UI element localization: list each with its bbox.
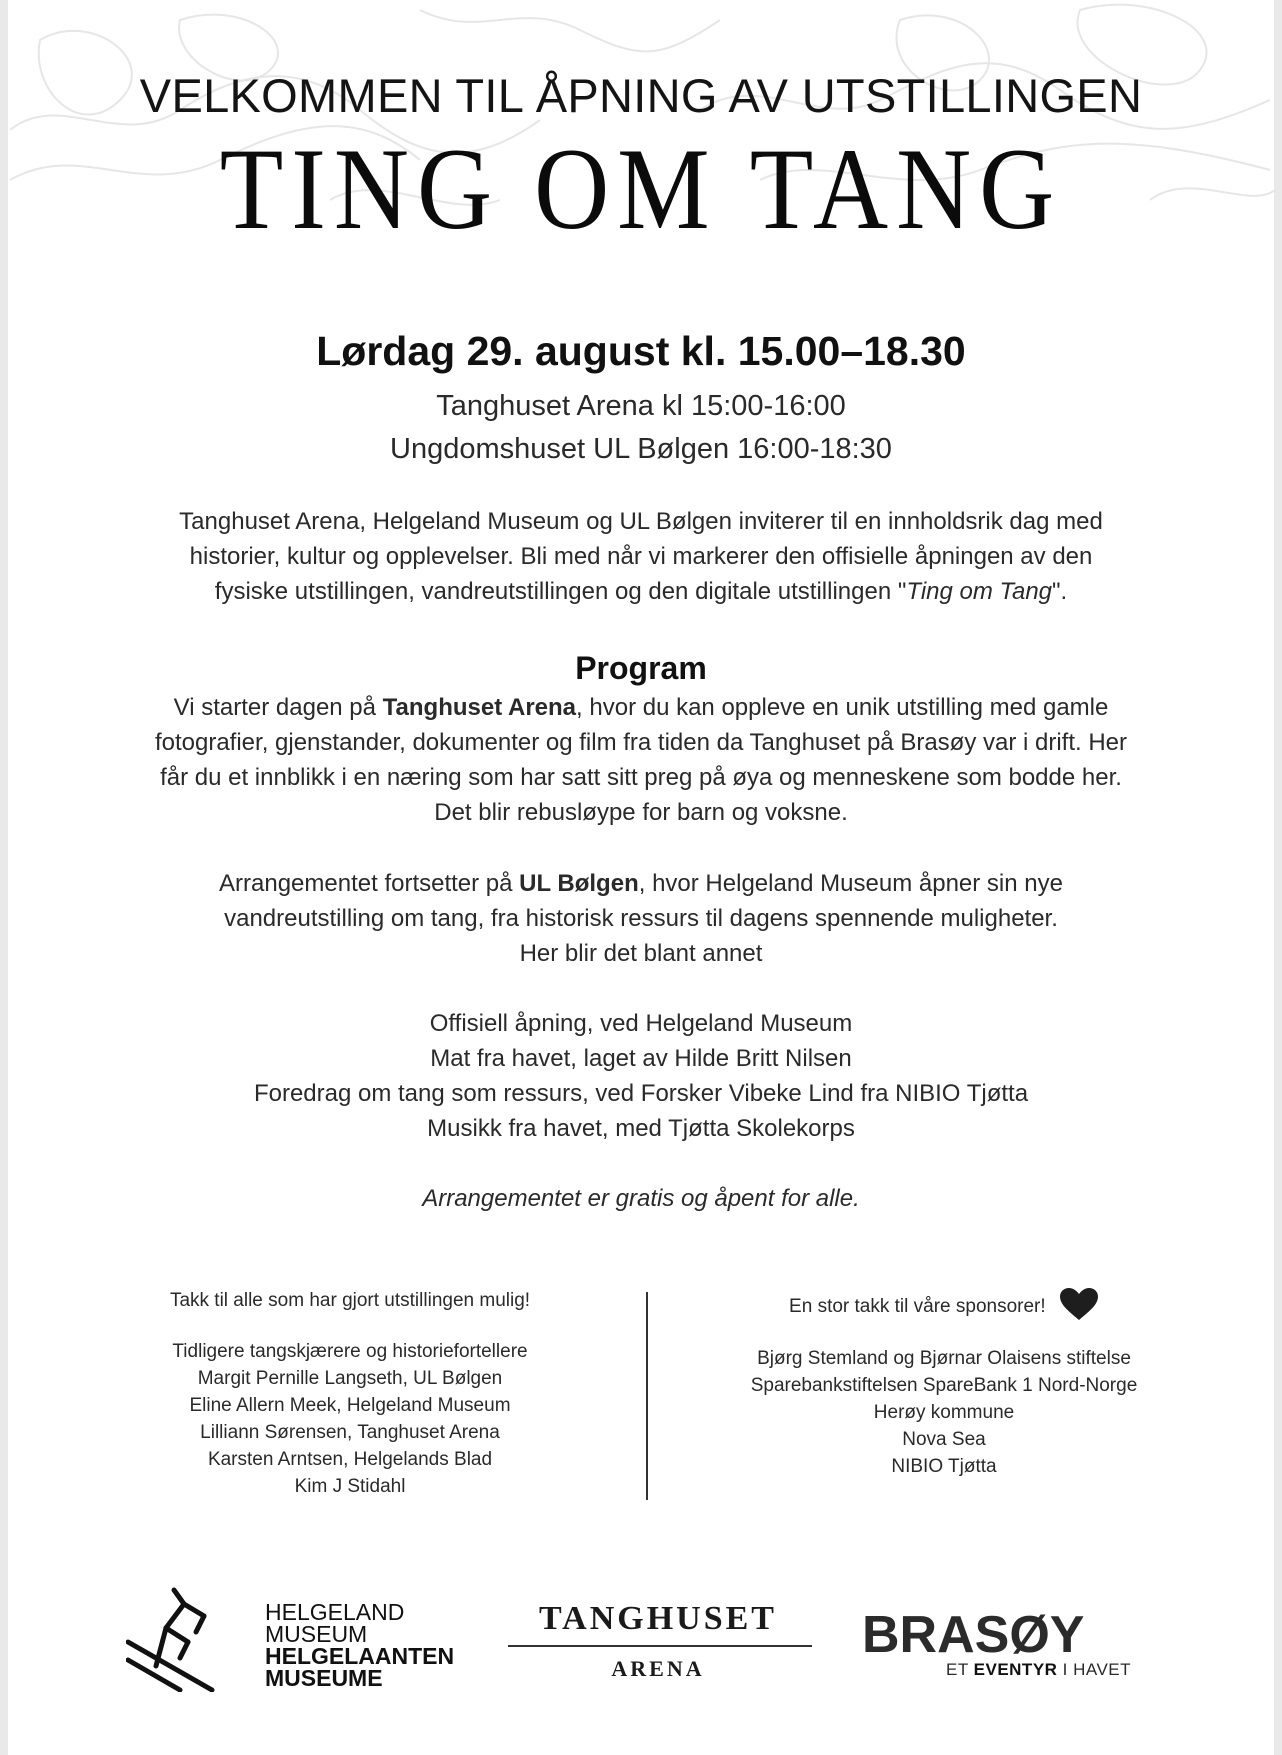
venue-name-bold: UL Bølgen	[519, 870, 639, 897]
venue-name-bold: Tanghuset Arena	[382, 694, 577, 721]
brasoy-logo-word: BRASØY	[862, 1606, 1085, 1658]
helgeland-museum-logo-mark	[126, 1586, 216, 1692]
program-line: Her blir det blant annet	[519, 940, 763, 967]
intro-line-text: ".	[1052, 578, 1068, 605]
tanghuset-logo-rule	[508, 1645, 812, 1647]
sponsor-name: Herøy kommune	[873, 1402, 1015, 1423]
tanghuset-logo-subtitle: ARENA	[611, 1656, 705, 1681]
logo-text-line: HELGELAANTEN	[265, 1643, 455, 1669]
logo-text-line: MUSEUM	[265, 1621, 368, 1647]
program-line: får du et innblikk i en næring som har satt sitt preg på øya og menneskene som bodde her.	[160, 764, 1122, 791]
program-item: Mat fra havet, laget av Hilde Britt Nilsen	[430, 1045, 852, 1072]
program-item: Offisiell åpning, ved Helgeland Museum	[429, 1010, 853, 1037]
credits-person: Kim J Stidahl	[294, 1476, 406, 1497]
credits-column	[98, 1287, 602, 1500]
program-text: Arrangementet fortsetter på	[219, 870, 520, 897]
program-line	[0, 690, 1282, 725]
intro-line: Tanghuset Arena, Helgeland Museum og UL Bølgen inviterer til en innholdsrik dag med	[179, 508, 1103, 535]
logo-text-line: HELGELAND	[265, 1599, 405, 1625]
program-line: fotografier, gjenstander, dokumenter og film fra tiden da Tanghuset på Brasøy var i drift. Her	[154, 729, 1128, 756]
heart-icon	[1059, 1287, 1099, 1321]
event-date: Lørdag 29. august kl. 15.00–18.30	[316, 328, 966, 374]
program-line: Det blir rebusløype for barn og voksne.	[434, 799, 848, 826]
helgeland-museum-logo-text	[265, 1601, 454, 1689]
sponsors-thanks-line	[682, 1293, 1206, 1321]
event-location-1: Tanghuset Arena kl 15:00-16:00	[436, 390, 846, 422]
intro-paragraph	[0, 504, 1282, 609]
program-text: , hvor du kan oppleve en unik utstilling med gamle	[576, 694, 1109, 721]
program-paragraph-1	[0, 690, 1282, 830]
welcome-heading: VELKOMMEN TIL ÅPNING AV UTSTILLINGEN	[139, 69, 1143, 122]
sponsor-name: Bjørg Stemland og Bjørnar Olaisens stiftelse	[757, 1348, 1131, 1369]
credits-person: Lilliann Sørensen, Tanghuset Arena	[200, 1422, 500, 1443]
program-item: Foredrag om tang som ressurs, ved Forsker Vibeke Lind fra NIBIO Tjøtta	[253, 1080, 1029, 1107]
program-text: , hvor Helgeland Museum åpner sin nye	[638, 870, 1063, 897]
intro-line-text: fysiske utstillingen, vandreutstillingen og den digitale utstillingen "	[214, 578, 907, 605]
exhibition-name-italic: Ting om Tang	[906, 578, 1053, 605]
sponsors-column	[682, 1293, 1206, 1480]
brasoy-logo-tagline	[946, 1660, 1131, 1680]
program-text: Vi starter dagen på	[173, 694, 383, 721]
program-paragraph-2	[0, 866, 1282, 971]
tanghuset-logo-title: TANGHUSET	[539, 1600, 777, 1637]
program-heading: Program	[575, 650, 707, 686]
credits-group-heading: Tidligere tangskjærere og historiefortellere	[172, 1341, 528, 1362]
column-divider	[646, 1292, 648, 1500]
exhibition-title: TING OM TANG	[219, 125, 1063, 254]
credits-person: Eline Allern Meek, Helgeland Museum	[189, 1395, 511, 1416]
event-location-2: Ungdomshuset UL Bølgen 16:00-18:30	[390, 433, 892, 465]
tagline-text: I HAVET	[1057, 1660, 1132, 1679]
sponsor-name: NIBIO Tjøtta	[891, 1456, 997, 1477]
credits-thanks: Takk til alle som har gjort utstillingen mulig!	[169, 1290, 531, 1311]
intro-line: historier, kultur og opplevelser. Bli med når vi markerer den offisielle åpningen av den	[189, 543, 1093, 570]
program-items	[0, 1006, 1282, 1146]
brasoy-logo	[862, 1606, 1168, 1658]
program-item: Musikk fra havet, med Tjøtta Skolekorps	[427, 1115, 855, 1142]
sponsors-thanks: En stor takk til våre sponsorer!	[789, 1296, 1046, 1318]
sponsor-name: Sparebankstiftelsen SpareBank 1 Nord-Norge	[750, 1375, 1138, 1396]
tagline-bold: EVENTYR	[973, 1660, 1058, 1679]
program-line: vandreutstilling om tang, fra historisk ressurs til dagens spennende muligheter.	[224, 905, 1058, 932]
intro-line	[0, 574, 1282, 609]
tagline-text: ET	[946, 1660, 974, 1679]
free-entry-note: Arrangementet er gratis og åpent for alle.	[422, 1185, 860, 1212]
sponsor-name: Nova Sea	[902, 1429, 986, 1450]
program-line	[0, 866, 1282, 901]
credits-person: Karsten Arntsen, Helgelands Blad	[207, 1449, 493, 1470]
logo-text-line: MUSEUME	[265, 1665, 383, 1691]
credits-person: Margit Pernille Langseth, UL Bølgen	[197, 1368, 503, 1389]
